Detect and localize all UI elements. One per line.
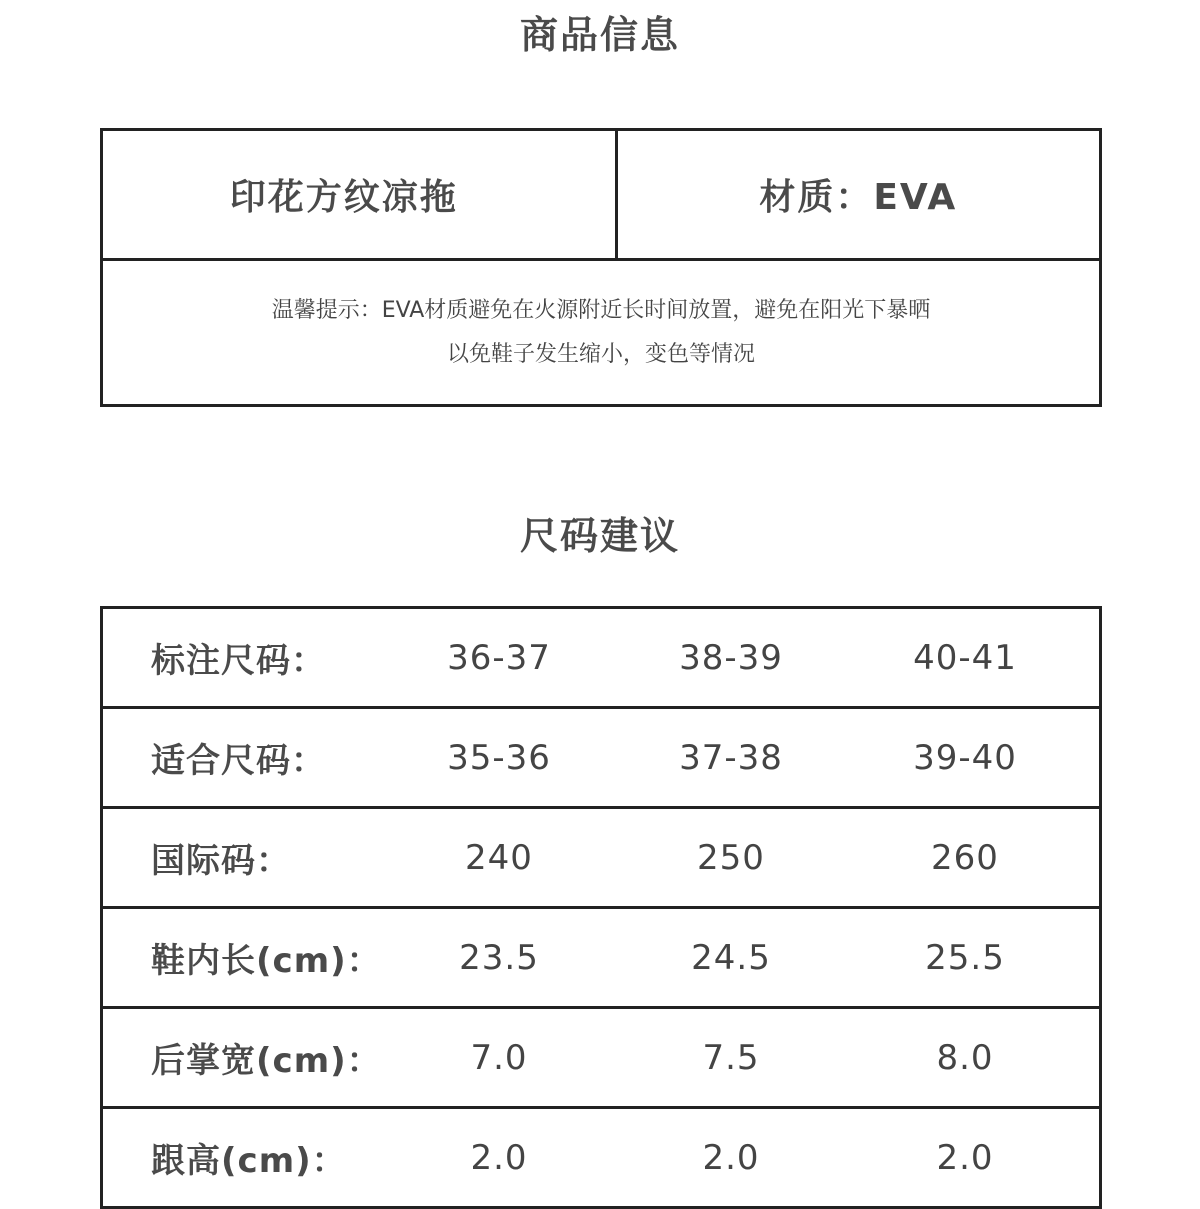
size-cell: 40-41 bbox=[913, 637, 1017, 678]
size-cell: 240 bbox=[465, 837, 533, 878]
product-info-title: 商品信息 bbox=[519, 13, 680, 57]
size-row-label: 标注尺码： bbox=[151, 641, 326, 681]
size-row-label: 跟高(cm)： bbox=[151, 1141, 347, 1181]
size-cell: 36-37 bbox=[447, 637, 551, 678]
size-cell: 38-39 bbox=[679, 637, 783, 678]
care-note-line-2: 以免鞋子发生缩小，变色等情况 bbox=[446, 341, 755, 367]
product-name: 印花方纹凉拖 bbox=[103, 131, 618, 258]
size-cell: 260 bbox=[931, 837, 999, 878]
size-cell: 7.5 bbox=[702, 1037, 760, 1078]
size-cell: 2.0 bbox=[936, 1137, 994, 1178]
size-cell: 7.0 bbox=[470, 1037, 528, 1078]
size-cell: 23.5 bbox=[459, 937, 539, 978]
size-cell: 2.0 bbox=[470, 1137, 528, 1178]
size-guide-table bbox=[100, 606, 1102, 1209]
product-info-header-row bbox=[103, 131, 1099, 261]
size-cell: 37-38 bbox=[679, 737, 783, 778]
size-row-heel-width bbox=[103, 1009, 1099, 1109]
size-row-heel-height bbox=[103, 1109, 1099, 1209]
size-cell: 2.0 bbox=[702, 1137, 760, 1178]
size-cell: 250 bbox=[697, 837, 765, 878]
size-row-label: 适合尺码： bbox=[151, 741, 326, 781]
size-cell: 24.5 bbox=[691, 937, 771, 978]
size-cell: 35-36 bbox=[447, 737, 551, 778]
size-guide-title: 尺码建议 bbox=[519, 514, 680, 558]
product-material: 材质：EVA bbox=[759, 177, 958, 218]
size-row-label: 鞋内长(cm)： bbox=[151, 941, 382, 981]
size-row-inner-length bbox=[103, 909, 1099, 1009]
size-cell: 8.0 bbox=[936, 1037, 994, 1078]
size-row-label: 国际码： bbox=[151, 841, 291, 881]
care-note bbox=[103, 261, 1099, 404]
product-info-table bbox=[100, 128, 1102, 407]
size-row-label: 后掌宽(cm)： bbox=[151, 1041, 382, 1081]
size-row-fit bbox=[103, 709, 1099, 809]
size-row-international bbox=[103, 809, 1099, 909]
care-note-line-1: 温馨提示：EVA材质避免在火源附近长时间放置，避免在阳光下暴晒 bbox=[271, 297, 931, 323]
size-cell: 39-40 bbox=[913, 737, 1017, 778]
size-cell: 25.5 bbox=[925, 937, 1005, 978]
size-row-labeled bbox=[103, 609, 1099, 709]
